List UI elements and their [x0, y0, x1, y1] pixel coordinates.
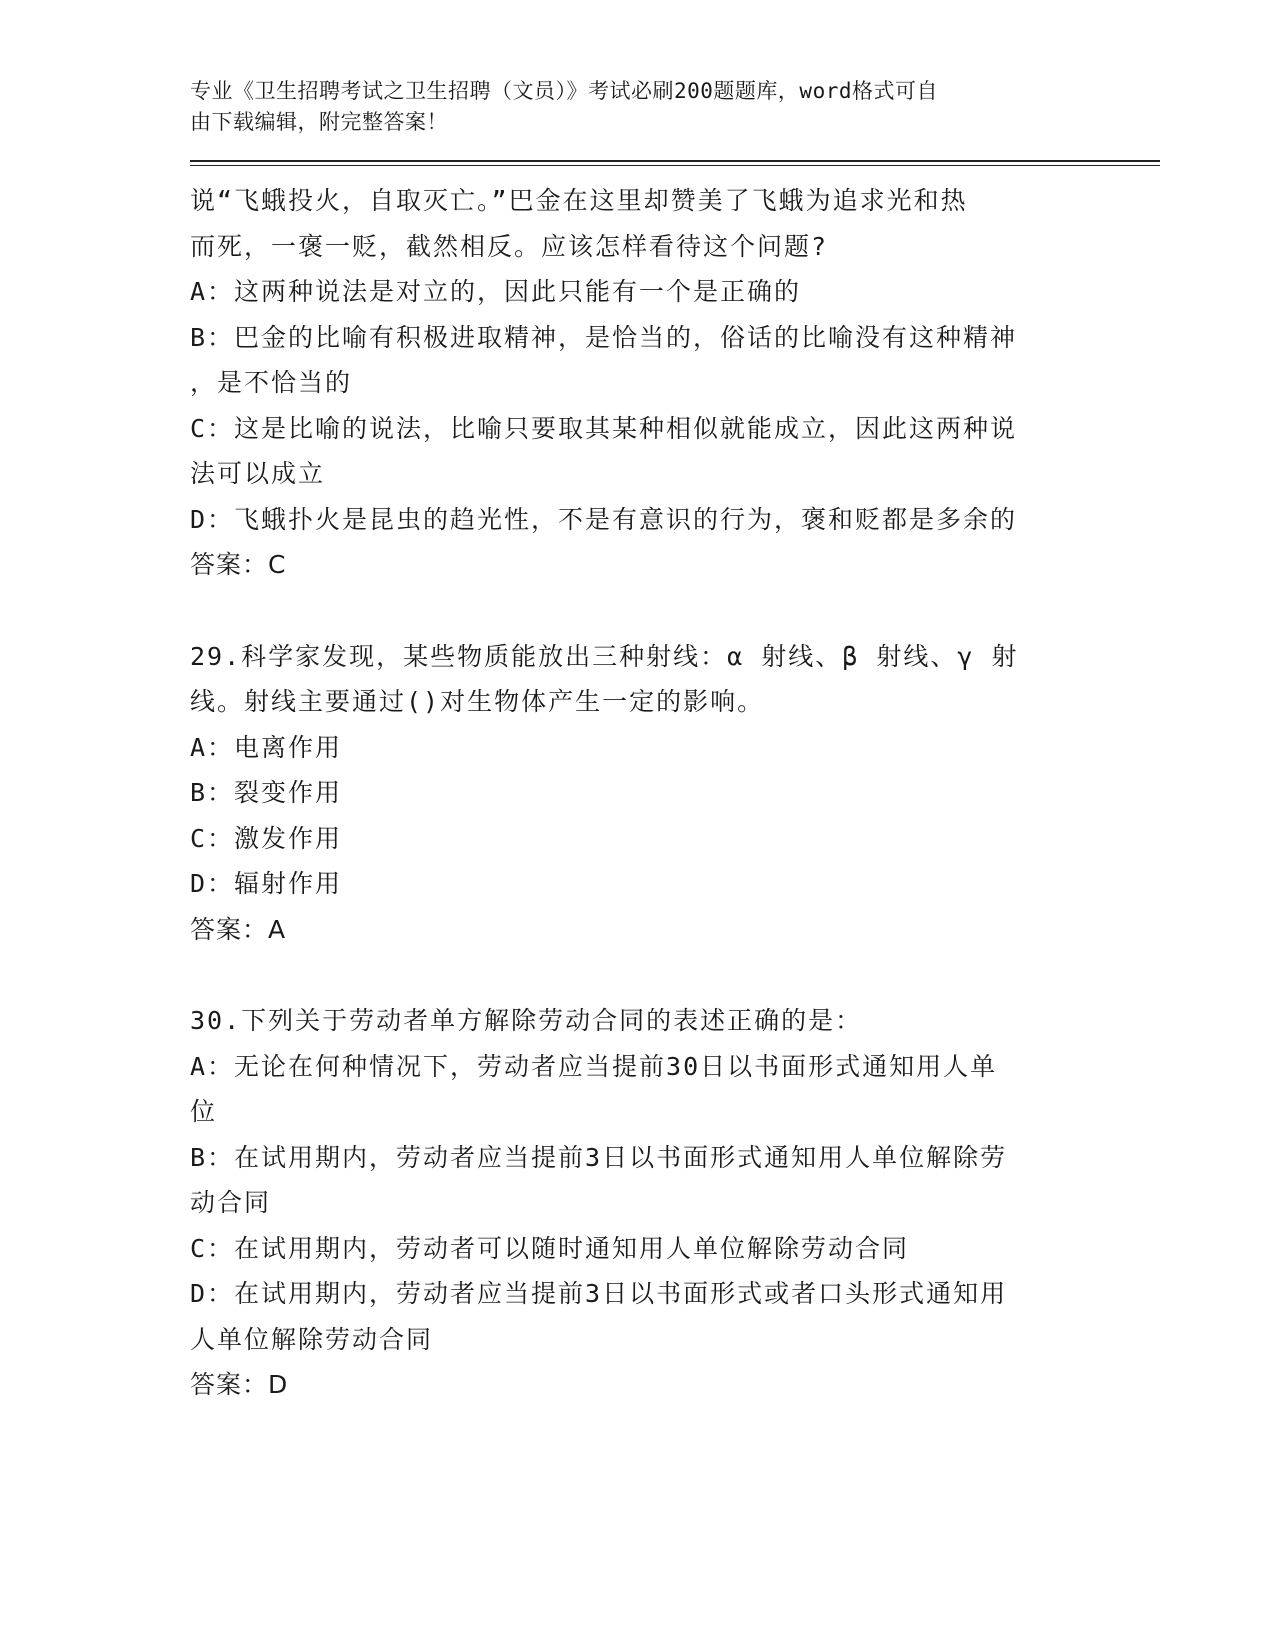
option-d-continued: 人单位解除劳动合同 — [190, 1324, 434, 1354]
question-stem-line: 线。射线主要通过()对生物体产生一定的影响。 — [190, 687, 765, 716]
option-c: C：激发作用 — [190, 823, 343, 853]
question-stem-line: 说“飞蛾投火，自取灭亡。”巴金在这里却赞美了飞蛾为追求光和热 — [190, 186, 968, 215]
option-c: C：在试用期内，劳动者可以随时通知用人单位解除劳动合同 — [190, 1233, 910, 1263]
option-d: D：飞蛾扑火是昆虫的趋光性，不是有意识的行为，褒和贬都是多余的 — [190, 504, 1018, 534]
option-d: D：辐射作用 — [190, 869, 343, 898]
question-list — [190, 178, 1070, 1408]
option-b: B：裂变作用 — [190, 778, 343, 807]
question-item — [190, 998, 1070, 1408]
header-line-2: 由下载编辑，附完整答案！ — [190, 110, 448, 134]
option-b: B：在试用期内，劳动者应当提前3日以书面形式通知用人单位解除劳 — [190, 1142, 1008, 1172]
option-b: B：巴金的比喻有积极进取精神，是恰当的，俗话的比喻没有这种精神 — [190, 322, 1018, 352]
question-stem-line: 29.科学家发现，某些物质能放出三种射线：α 射线、β 射线、γ 射 — [190, 641, 1019, 671]
answer: 答案：C — [190, 550, 287, 579]
option-a-continued: 位 — [190, 1097, 218, 1126]
option-b-continued: 动合同 — [190, 1188, 272, 1217]
question-item — [190, 178, 1070, 588]
option-c-continued: 法可以成立 — [190, 459, 326, 488]
option-a: A：无论在何种情况下，劳动者应当提前30日以书面形式通知用人单 — [190, 1051, 998, 1081]
option-d: D：在试用期内，劳动者应当提前3日以书面形式或者口头形式通知用 — [190, 1279, 1008, 1308]
option-a: A：这两种说法是对立的，因此只能有一个是正确的 — [190, 277, 802, 306]
header-line-1: 专业《卫生招聘考试之卫生招聘（文员）》考试必刷200题题库，word格式可自 — [190, 79, 938, 103]
question-item — [190, 634, 1070, 953]
question-stem-line: 30.下列关于劳动者单方解除劳动合同的表述正确的是： — [190, 1006, 863, 1035]
answer: 答案：D — [190, 1370, 289, 1399]
header-rule — [190, 160, 1160, 162]
option-a: A：电离作用 — [190, 732, 343, 762]
option-c: C：这是比喻的说法，比喻只要取其某种相似就能成立，因此这两种说 — [190, 413, 1018, 443]
header-rule-thin — [190, 165, 1160, 166]
question-stem-line: 而死，一褒一贬，截然相反。应该怎样看待这个问题? — [190, 231, 829, 261]
document-page — [190, 0, 1130, 1408]
answer: 答案：A — [190, 914, 287, 944]
document-header — [190, 76, 1090, 138]
option-b-continued: ，是不恰当的 — [190, 368, 353, 397]
